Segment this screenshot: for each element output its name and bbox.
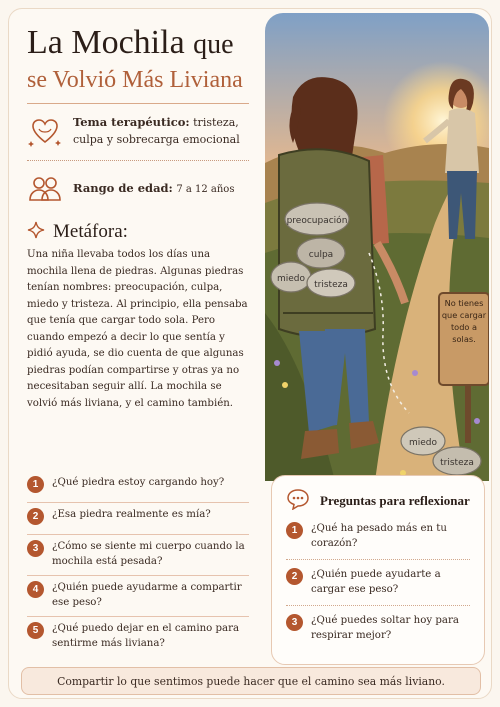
question-text: ¿Qué puedo dejar en el camino para sentirme más liviana?: [52, 623, 240, 649]
illustration: [265, 13, 489, 481]
question-text: ¿Esa piedra realmente es mía?: [52, 509, 211, 520]
speech-bubble-icon: [286, 488, 310, 514]
number-badge: 3: [286, 614, 303, 631]
list-item: [27, 535, 249, 576]
worksheet-page: [8, 8, 492, 699]
stone-label: miedo: [276, 274, 306, 284]
title-que: que: [193, 29, 234, 60]
number-badge: 5: [27, 622, 44, 639]
title-divider: [27, 103, 249, 104]
number-badge: 1: [27, 476, 44, 493]
stone-label: tristeza: [314, 280, 348, 290]
question-text: ¿Qué piedra estoy cargando hoy?: [52, 477, 225, 488]
number-badge: 3: [27, 540, 44, 557]
number-badge: 2: [286, 568, 303, 585]
heart-sparkle-icon: [27, 114, 63, 150]
theme-row: [27, 114, 249, 150]
question-text: ¿Quién puede ayudarme a compartir ese peso?: [52, 582, 242, 608]
list-item: [27, 617, 249, 657]
reflection-box: [271, 475, 485, 665]
stone-label: miedo: [408, 438, 438, 448]
number-badge: 1: [286, 522, 303, 539]
list-item: [286, 560, 470, 606]
age-text: Rango de edad: 7 a 12 años: [73, 181, 235, 195]
stone-label: preocupación: [286, 216, 348, 226]
list-item: [27, 503, 249, 535]
reflection-text: ¿Quién puede ayudarte a cargar ese peso?: [311, 569, 441, 595]
metaphor-title: Metáfora:: [53, 221, 128, 242]
footer-banner: Compartir lo que sentimos puede hacer que el camino sea más liviano.: [21, 667, 481, 695]
stone-label: tristeza: [440, 458, 474, 468]
metaphor-header: [27, 221, 249, 243]
stone-label: culpa: [308, 250, 334, 260]
number-badge: 2: [27, 508, 44, 525]
reflection-title: Preguntas para reflexionar: [320, 493, 470, 508]
sign-text: No tienes que cargar todo a solas.: [441, 298, 487, 344]
sparkle-icon: [27, 221, 45, 243]
page-title-line2: se Volvió Más Liviana: [27, 67, 243, 93]
metaphor-body: Una niña llevaba todos los días una mochila llena de piedras. Algunas piedras tenían nombres: preocupación, culpa, miedo y tristeza. Al principio, ella pensaba que tenía que cargar todo sola. Pero cuando empezó a decir lo que sentía y pidió ayuda, se dio cuenta de que algunas piedras podían compartirse y otras ya no necesitaban seguir allí. La mochila se volvió más liviana, y el camino también.: [27, 249, 248, 409]
list-item: [27, 471, 249, 503]
list-item: [286, 606, 470, 651]
reflection-header: [286, 488, 470, 514]
theme-text: Tema terapéutico: tristeza, culpa y sobrecarga emocional: [73, 115, 240, 146]
reflection-text: ¿Qué ha pesado más en tu corazón?: [311, 523, 447, 549]
age-row: [27, 171, 249, 207]
divider: [27, 160, 249, 161]
number-badge: 4: [27, 581, 44, 598]
question-text: ¿Cómo se siente mi cuerpo cuando la mochila está pesada?: [52, 541, 245, 567]
list-item: [286, 514, 470, 560]
questions-list: [27, 471, 249, 657]
people-icon: [27, 171, 63, 207]
page-title-line1: La Mochila que: [27, 24, 234, 61]
reflection-text: ¿Qué puedes soltar hoy para respirar mejor?: [311, 615, 459, 641]
list-item: [27, 576, 249, 617]
left-column: [27, 23, 249, 412]
